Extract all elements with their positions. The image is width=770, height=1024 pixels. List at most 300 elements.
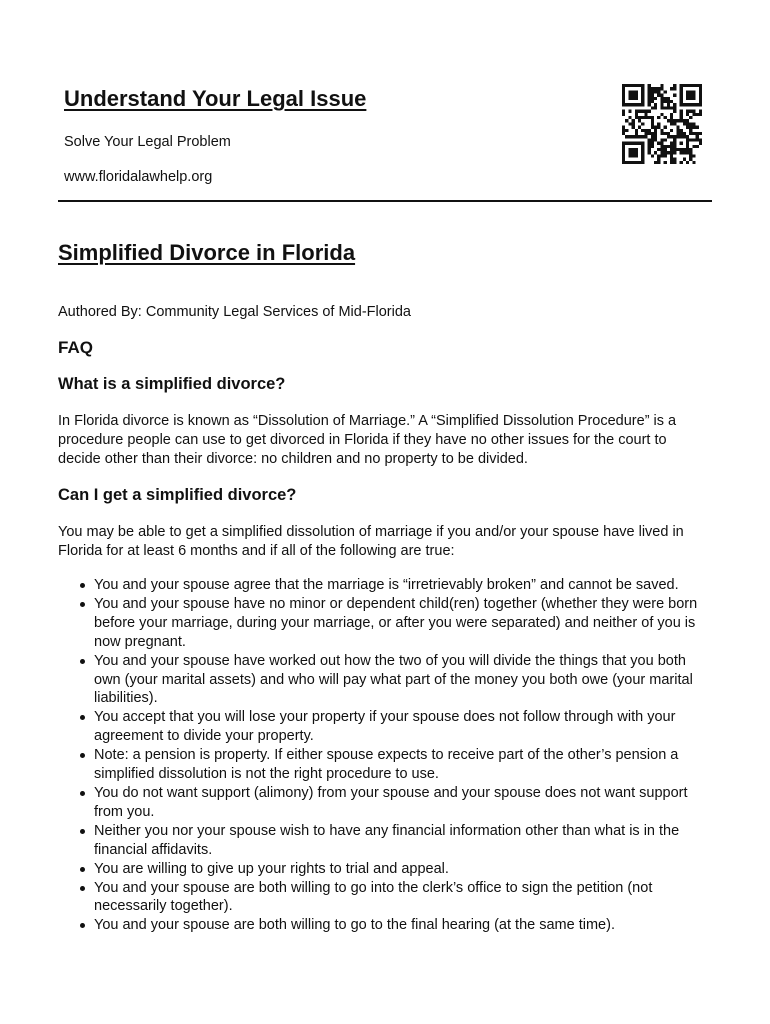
qr-module [664,90,667,93]
qr-module [632,135,635,138]
qr-module [638,142,641,145]
qr-module [635,103,638,106]
qr-module [689,158,692,161]
qr-module [664,148,667,151]
qr-module [654,132,657,135]
qr-module [680,132,683,135]
qr-module [657,142,660,145]
qr-module [622,158,625,161]
qr-module [622,129,625,132]
qr-module [676,119,679,122]
qr-module [673,158,676,161]
qr-module [641,122,644,125]
qr-module [686,126,689,129]
qr-module [628,116,631,119]
qr-module [696,132,699,135]
qr-module [683,158,686,161]
qr-module [696,145,699,148]
qr-module [635,161,638,164]
qr-module [670,142,673,145]
qr-module [651,87,654,90]
qr-module [686,142,689,145]
qr-module [670,113,673,116]
qr-module [648,116,651,119]
qr-module [667,132,670,135]
qr-module [660,94,663,97]
qr-code-icon [622,84,702,164]
qr-module [670,135,673,138]
qr-module [654,97,657,100]
qr-module [689,126,692,129]
qr-module [657,94,660,97]
qr-module [622,110,625,113]
qr-module [648,148,651,151]
qr-module [632,151,635,154]
qr-module [654,135,657,138]
question-heading: Can I get a simplified divorce? [58,486,297,504]
qr-module [692,84,695,87]
qr-module [673,151,676,154]
qr-module [680,142,683,145]
qr-module [651,106,654,109]
qr-module [641,110,644,113]
qr-module [673,148,676,151]
qr-module [654,126,657,129]
qr-module [654,161,657,164]
qr-module [686,119,689,122]
qr-module [664,100,667,103]
qr-module [648,110,651,113]
qr-module [683,135,686,138]
qr-module [622,151,625,154]
qr-module [660,148,663,151]
qr-module [676,135,679,138]
qr-module [625,161,628,164]
qr-module [699,94,702,97]
qr-module [657,90,660,93]
qr-module [673,135,676,138]
qr-module [648,145,651,148]
qr-module [657,161,660,164]
qr-module [654,87,657,90]
list-item: You and your spouse agree that the marriage is “irretrievably broken” and cannot be saved. [58,576,712,595]
qr-module [696,138,699,141]
list-item: You do not want support (alimony) from your spouse and your spouse does not want support from you. [58,784,712,822]
qr-module [641,145,644,148]
qr-module [680,100,683,103]
qr-module [657,154,660,157]
qr-module [622,126,625,129]
qr-module [686,151,689,154]
qr-module [632,97,635,100]
qr-module [648,142,651,145]
qr-module [660,97,663,100]
qr-module [680,161,683,164]
qr-module [673,94,676,97]
qr-module [648,132,651,135]
qr-module [680,84,683,87]
qr-module [660,142,663,145]
qr-module [667,119,670,122]
qr-module [644,113,647,116]
qr-module [660,154,663,157]
qr-module [689,151,692,154]
qr-module [651,97,654,100]
qr-module [635,90,638,93]
qr-module [664,132,667,135]
qr-module [654,138,657,141]
qr-module [680,103,683,106]
answer-paragraph: You may be able to get a simplified dissolution of marriage if you and/or your spouse have lived in Florida for at least 6 months and if all of the following are true: [58,524,684,559]
qr-module [680,129,683,132]
qr-module [641,87,644,90]
qr-module [628,122,631,125]
qr-module [683,132,686,135]
qr-module [696,113,699,116]
qr-module [689,110,692,113]
qr-module [699,138,702,141]
qr-module [654,90,657,93]
qr-module [692,138,695,141]
header-divider [58,200,712,202]
qr-module [628,151,631,154]
qr-module [660,129,663,132]
qr-module [664,138,667,141]
qr-module [651,132,654,135]
qr-module [664,126,667,129]
qr-module [699,84,702,87]
qr-module [641,116,644,119]
header-url: www.floridalawhelp.org [64,169,213,185]
qr-module [689,154,692,157]
qr-module [699,103,702,106]
qr-module [635,94,638,97]
list-item: You and your spouse are both willing to go to the final hearing (at the same time). [58,916,712,935]
qr-module [641,97,644,100]
qr-module [641,129,644,132]
qr-module [667,100,670,103]
qr-module [660,103,663,106]
qr-module [638,84,641,87]
qr-module [667,97,670,100]
qr-module [625,142,628,145]
qr-module [660,138,663,141]
qr-module [689,148,692,151]
qr-module [692,132,695,135]
qr-module [660,106,663,109]
qr-module [686,103,689,106]
qr-module [648,103,651,106]
qr-module [628,90,631,93]
qr-module [689,138,692,141]
qr-module [648,90,651,93]
qr-module [628,97,631,100]
qr-module [622,94,625,97]
qr-module [628,94,631,97]
qr-module [692,110,695,113]
qr-module [680,151,683,154]
qr-module [683,122,686,125]
qr-module [628,148,631,151]
qr-module [696,135,699,138]
qr-module [654,151,657,154]
qr-module [648,84,651,87]
qr-module [686,94,689,97]
qr-module [635,116,638,119]
qr-module [635,151,638,154]
qr-module [686,138,689,141]
qr-module [632,154,635,157]
qr-module [648,138,651,141]
qr-module [660,145,663,148]
qr-module [651,90,654,93]
qr-module [686,110,689,113]
qr-module [670,116,673,119]
qr-module [689,132,692,135]
qr-module [635,97,638,100]
qr-module [686,97,689,100]
qr-module [638,103,641,106]
qr-module [673,145,676,148]
qr-module [644,116,647,119]
qr-module [667,135,670,138]
qr-module [632,119,635,122]
qr-module [667,106,670,109]
qr-module [638,110,641,113]
qr-module [673,122,676,125]
qr-module [635,154,638,157]
qr-module [667,103,670,106]
list-item: Note: a pension is property. If either spouse expects to receive part of the other’s pension a simplified dissolution is not the right procedure to use. [58,746,712,784]
qr-module [641,100,644,103]
qr-module [660,84,663,87]
qr-module [692,154,695,157]
qr-module [635,148,638,151]
header-title: Understand Your Legal Issue [64,86,367,111]
qr-module [689,116,692,119]
qr-module [680,148,683,151]
qr-module [699,113,702,116]
qr-module [673,138,676,141]
qr-module [676,132,679,135]
qr-module [641,94,644,97]
qr-module [673,103,676,106]
qr-module [625,84,628,87]
qr-module [651,116,654,119]
qr-module [628,161,631,164]
qr-module [654,103,657,106]
qr-module [628,103,631,106]
qr-module [689,122,692,125]
qr-module [680,116,683,119]
qr-module [651,126,654,129]
qr-module [648,100,651,103]
qr-module [635,132,638,135]
qr-module [670,154,673,157]
qr-module [625,135,628,138]
qr-module [692,126,695,129]
qr-module [696,126,699,129]
qr-module [648,129,651,132]
qr-module [670,148,673,151]
qr-module [689,90,692,93]
qr-module [654,106,657,109]
qr-module [686,161,689,164]
qr-module [673,84,676,87]
qr-module [628,142,631,145]
qr-module [641,154,644,157]
qr-module [648,94,651,97]
qr-module [676,148,679,151]
qr-module [622,113,625,116]
qr-module [692,113,695,116]
qr-module [622,103,625,106]
qr-module [667,145,670,148]
qr-module [673,119,676,122]
qr-module [651,122,654,125]
qr-module [632,90,635,93]
qr-module [644,129,647,132]
qr-module [673,142,676,145]
criteria-list [58,576,712,935]
qr-module [673,110,676,113]
qr-module [673,106,676,109]
qr-module [651,100,654,103]
qr-module [680,119,683,122]
qr-module [686,84,689,87]
qr-module [683,103,686,106]
qr-module [680,87,683,90]
qr-module [622,100,625,103]
list-item: You and your spouse have worked out how the two of you will divide the things that you both own (your marital assets) and who will pay what part of the money you both owe (your marital liabilities). [58,652,712,709]
qr-module [689,129,692,132]
qr-module [664,106,667,109]
qr-module [670,158,673,161]
qr-module [641,84,644,87]
qr-module [699,97,702,100]
qr-module [641,103,644,106]
qr-module [622,154,625,157]
qr-module [632,148,635,151]
qr-module [689,97,692,100]
list-item: You and your spouse are both willing to go into the clerk’s office to sign the petition (not necessarily together). [58,879,712,917]
qr-module [638,161,641,164]
qr-module [692,94,695,97]
qr-module [638,126,641,129]
qr-module [657,126,660,129]
qr-module [638,116,641,119]
qr-module [686,135,689,138]
qr-module [660,151,663,154]
question-heading: What is a simplified divorce? [58,375,286,393]
qr-module [622,132,625,135]
qr-module [692,97,695,100]
qr-module [622,90,625,93]
qr-module [651,135,654,138]
qr-module [622,148,625,151]
qr-module [686,90,689,93]
qr-module [670,129,673,132]
qr-module [683,148,686,151]
qr-module [657,148,660,151]
qr-module [651,145,654,148]
qr-module [632,94,635,97]
qr-module [644,135,647,138]
qr-module [664,154,667,157]
qr-module [664,116,667,119]
qr-module [622,87,625,90]
qr-module [660,100,663,103]
qr-module [657,122,660,125]
list-item: You are willing to give up your rights to trial and appeal. [58,860,712,879]
qr-module [622,145,625,148]
list-item: You and your spouse have no minor or dependent child(ren) together (whether they were born before your marriage, during your marriage, or after you were separated) and neither of you is now pregnant. [58,595,712,652]
qr-module [635,142,638,145]
qr-module [692,103,695,106]
qr-module [699,90,702,93]
qr-module [676,129,679,132]
qr-module [622,161,625,164]
list-item: Neither you nor your spouse wish to have any financial information other than what is in the financial affidavits. [58,822,712,860]
qr-module [657,158,660,161]
qr-module [632,84,635,87]
qr-module [660,132,663,135]
qr-module [699,100,702,103]
faq-heading: FAQ [58,338,93,357]
qr-module [683,119,686,122]
qr-module [670,100,673,103]
answer-paragraph: In Florida divorce is known as “Dissolution of Marriage.” A “Simplified Dissolution Procedure” is a procedure people can use to get divorced in Florida if they have no other issues for the court to decide other than their divorce: no children and no property to be divided. [58,413,677,467]
qr-module [635,135,638,138]
qr-module [644,110,647,113]
qr-module [651,119,654,122]
qr-module [670,87,673,90]
qr-module [648,97,651,100]
qr-module [680,135,683,138]
header-subtitle: Solve Your Legal Problem [64,134,231,150]
qr-module [692,161,695,164]
qr-module [686,122,689,125]
qr-module [632,122,635,125]
qr-module [664,145,667,148]
document-title: Simplified Divorce in Florida [58,240,356,265]
qr-module [696,103,699,106]
qr-module [680,90,683,93]
qr-module [641,148,644,151]
qr-module [628,154,631,157]
qr-module [625,119,628,122]
qr-module [699,110,702,113]
qr-module [628,110,631,113]
qr-module [625,129,628,132]
qr-module [689,103,692,106]
qr-module [692,90,695,93]
qr-module [692,145,695,148]
qr-module [664,97,667,100]
qr-module [670,119,673,122]
qr-module [657,87,660,90]
qr-module [654,129,657,132]
qr-module [683,151,686,154]
qr-module [622,97,625,100]
qr-module [648,151,651,154]
qr-module [648,87,651,90]
qr-module [651,138,654,141]
qr-module [699,87,702,90]
qr-module [680,110,683,113]
qr-module [622,84,625,87]
qr-module [689,84,692,87]
